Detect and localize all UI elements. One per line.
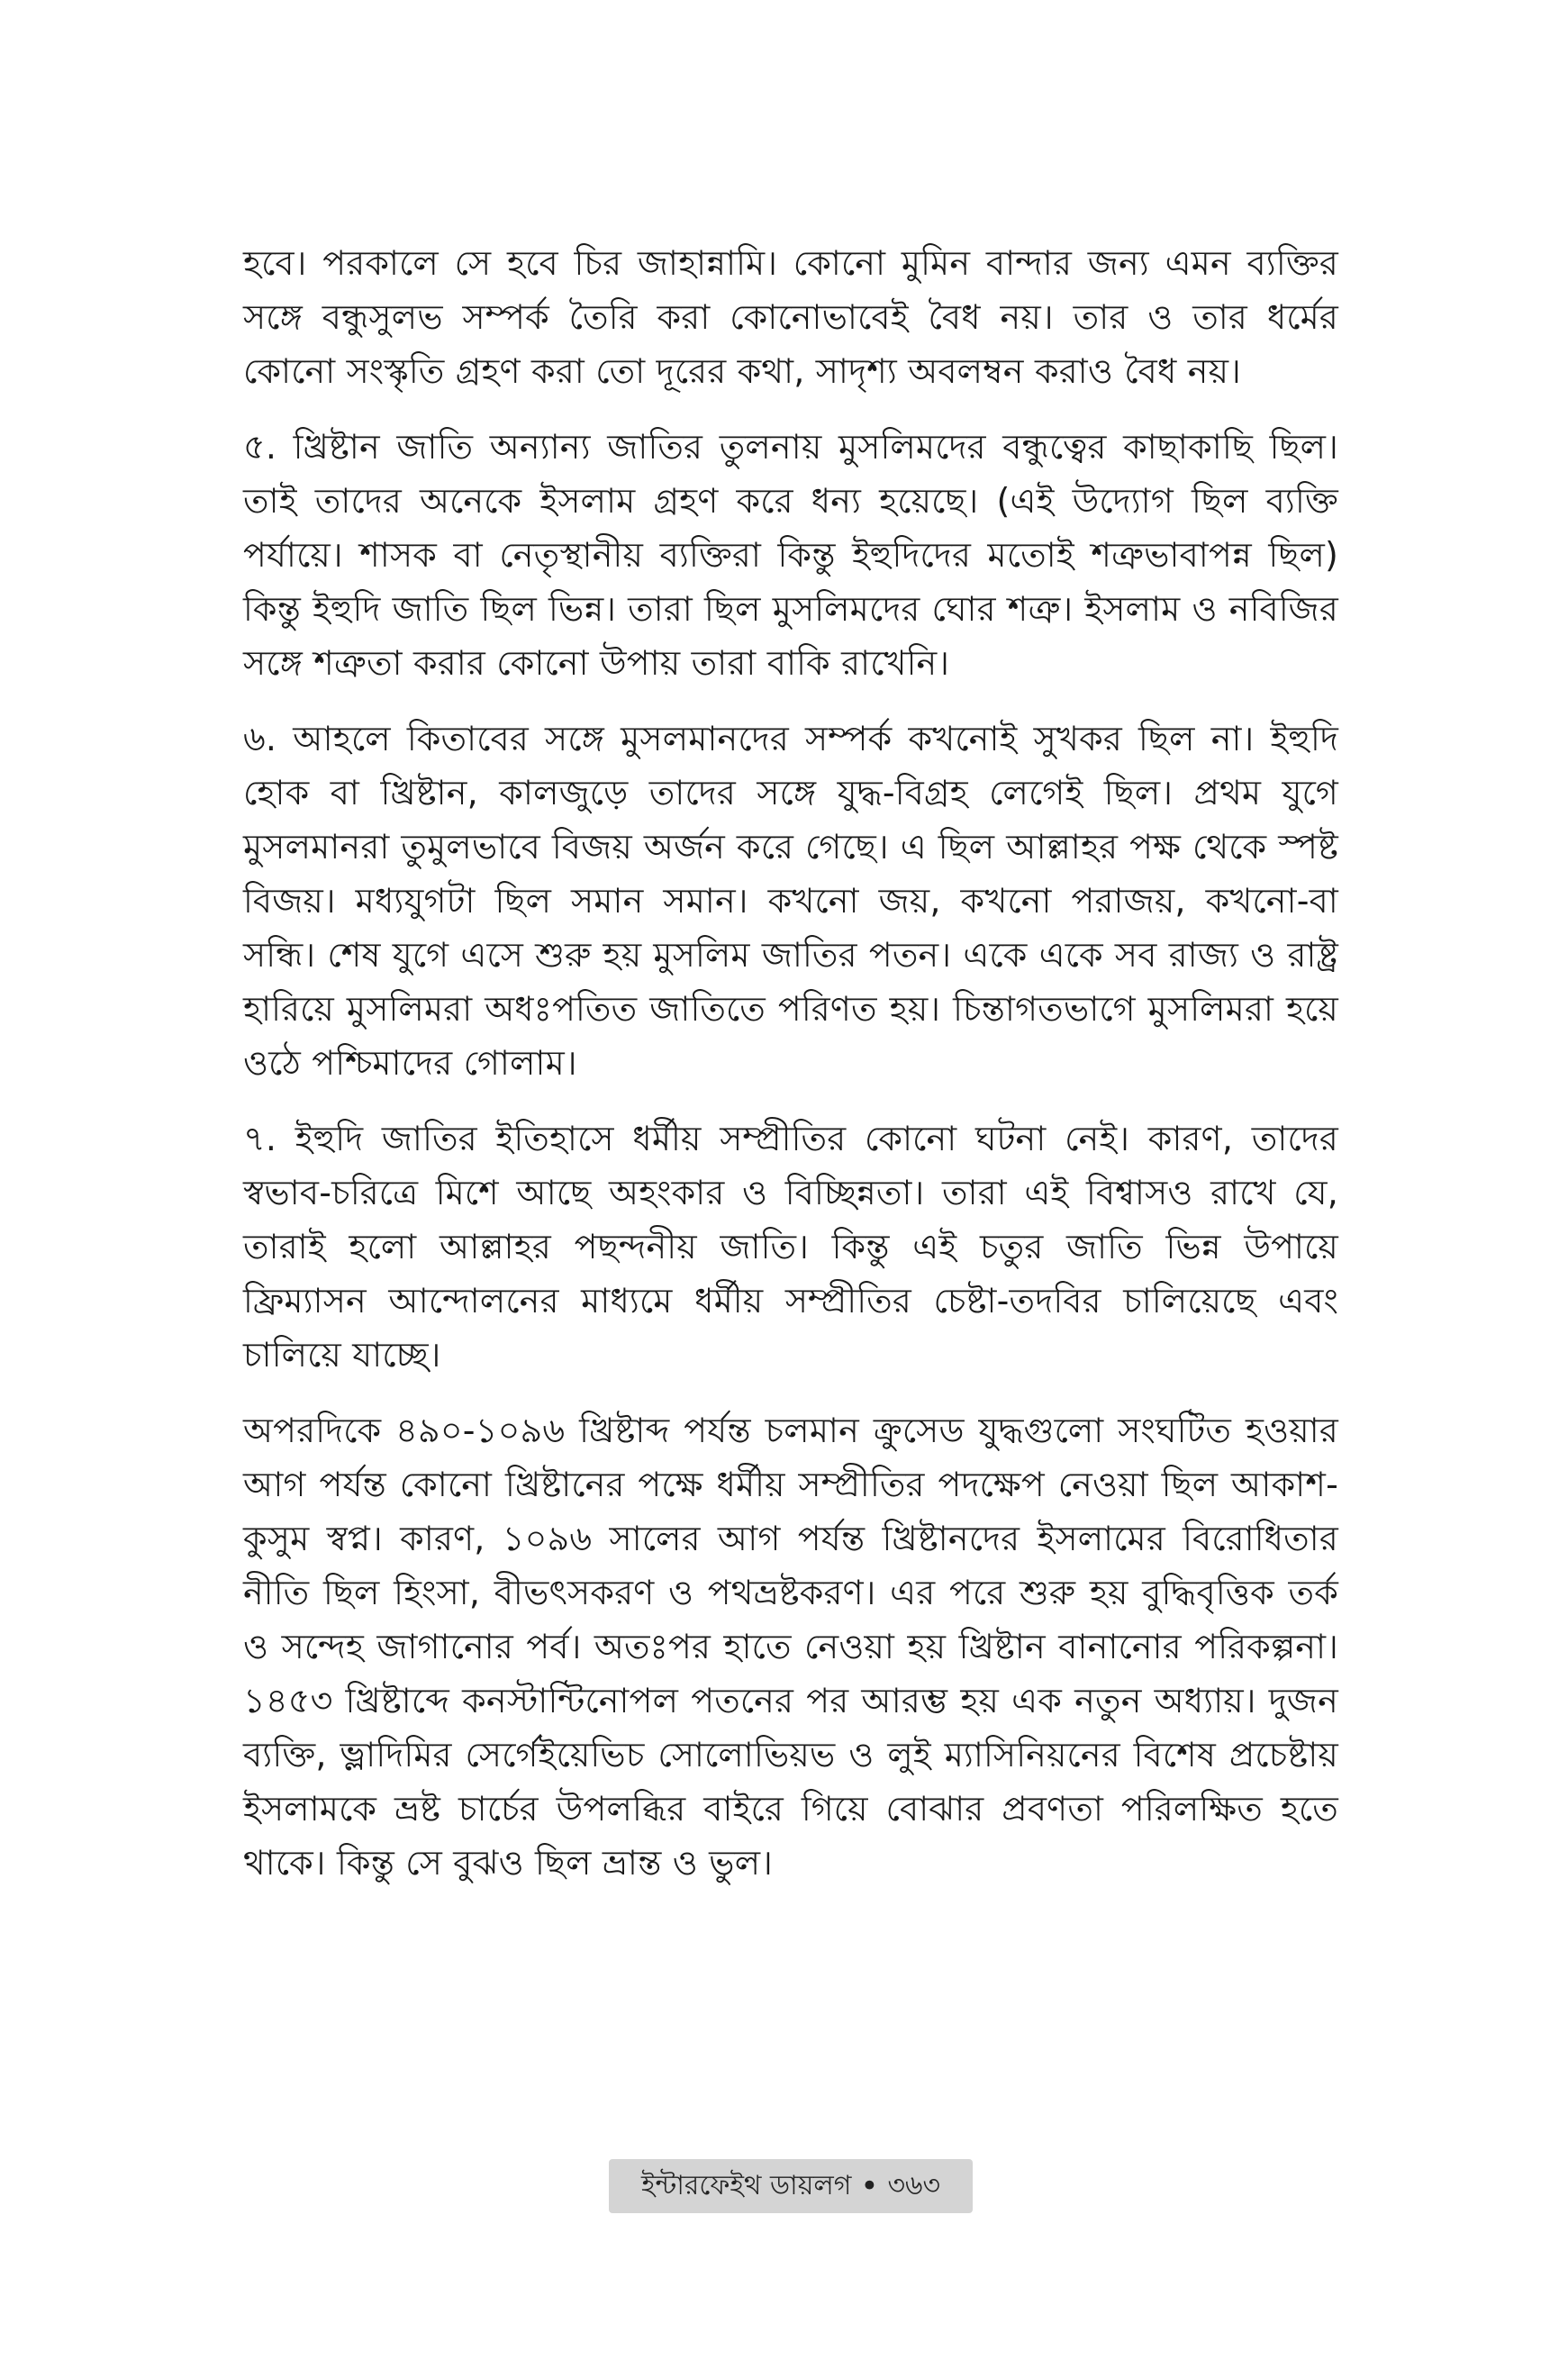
paragraph-crusades: অপরদিকে ৪৯০-১০৯৬ খ্রিষ্টাব্দ পর্যন্ত চলমান ক্রুসেড যুদ্ধগুলো সংঘটিত হওয়ার আগ পর্যন্ত কোনো খ্রিষ্টানের পক্ষে ধর্মীয় সম্প্রীতির পদক্ষেপ নেওয়া ছিল আকাশ-কুসুম স্বপ্ন। কারণ, ১০৯৬ সালের আগ পর্যন্ত খ্রিষ্টানদের ইসলামের বিরোধিতার নীতি ছিল হিংসা, বীভৎসকরণ ও পথভ্রষ্টকরণ। এর পরে শুরু হয় বুদ্ধিবৃত্তিক তর্ক ও সন্দেহ জাগানোর পর্ব। অতঃপর হাতে নেওয়া হয় খ্রিষ্টান বানানোর পরিকল্পনা। ১৪৫৩ খ্রিষ্টাব্দে কনস্টান্টিনোপল পতনের পর আরম্ভ হয় এক নতুন অধ্যায়। দুজন ব্যক্তি, ভ্লাদিমির সের্গেইয়েভিচ সোলোভিয়ভ ও লুই ম্যাসিনিয়নের বিশেষ প্রচেষ্টায় ইসলামকে ভ্রষ্ট চার্চের উপলব্ধির বাইরে গিয়ে বোঝার প্রবণতা পরিলক্ষিত হতে থাকে। কিন্তু সে বুঝও ছিল ভ্রান্ত ও ভুল। <box>243 1411 1338 1883</box>
paragraph-point-7: ৭. ইহুদি জাতির ইতিহাসে ধর্মীয় সম্প্রীতির কোনো ঘটনা নেই। কারণ, তাদের স্বভাব-চরিত্রে মিশে আছে অহংকার ও বিচ্ছিন্নতা। তারা এই বিশ্বাসও রাখে যে, তারাই হলো আল্লাহর পছন্দনীয় জাতি। কিন্তু এই চতুর জাতি ভিন্ন উপায়ে ফ্রিম্যাসন আন্দোলনের মাধ্যমে ধর্মীয় সম্প্রীতির চেষ্টা-তদবির চালিয়েছে এবং চালিয়ে যাচ্ছে। <box>243 1119 1338 1375</box>
page-body <box>243 236 1338 1911</box>
paragraph-continuation: হবে। পরকালে সে হবে চির জাহান্নামি। কোনো মুমিন বান্দার জন্য এমন ব্যক্তির সঙ্গে বন্ধুসুলভ সম্পর্ক তৈরি করা কোনোভাবেই বৈধ নয়। তার ও তার ধর্মের কোনো সংস্কৃতি গ্রহণ করা তো দূরের কথা, সাদৃশ্য অবলম্বন করাও বৈধ নয়। <box>243 243 1338 391</box>
footer-separator: • <box>860 2168 879 2204</box>
paragraph-point-6: ৬. আহলে কিতাবের সঙ্গে মুসলমানদের সম্পর্ক কখনোই সুখকর ছিল না। ইহুদি হোক বা খ্রিষ্টান, কালজুড়ে তাদের সঙ্গে যুদ্ধ-বিগ্রহ লেগেই ছিল। প্রথম যুগে মুসলমানরা তুমুলভাবে বিজয় অর্জন করে গেছে। এ ছিল আল্লাহর পক্ষ থেকে স্পষ্ট বিজয়। মধ্যযুগটা ছিল সমান সমান। কখনো জয়, কখনো পরাজয়, কখনো-বা সন্ধি। শেষ যুগে এসে শুরু হয় মুসলিম জাতির পতন। একে একে সব রাজ্য ও রাষ্ট্র হারিয়ে মুসলিমরা অধঃপতিত জাতিতে পরিণত হয়। চিন্তাগতভাগে মুসলিমরা হয়ে ওঠে পশ্চিমাদের গোলাম। <box>243 719 1338 1083</box>
footer-page-number: ৩৬৩ <box>887 2169 941 2201</box>
footer-book-title: ইন্টারফেইথ ডায়লগ <box>640 2169 852 2201</box>
paragraph-point-5: ৫. খ্রিষ্টান জাতি অন্যান্য জাতির তুলনায় মুসলিমদের বন্ধুত্বের কাছাকাছি ছিল। তাই তাদের অনেকে ইসলাম গ্রহণ করে ধন্য হয়েছে। (এই উদ্যোগ ছিল ব্যক্তি পর্যায়ে। শাসক বা নেতৃস্থানীয় ব্যক্তিরা কিন্তু ইহুদিদের মতোই শত্রুভাবাপন্ন ছিল) কিন্তু ইহুদি জাতি ছিল ভিন্ন। তারা ছিল মুসলিমদের ঘোর শত্রু। ইসলাম ও নবিজির সঙ্গে শত্রুতা করার কোনো উপায় তারা বাকি রাখেনি। <box>243 427 1338 683</box>
page-footer <box>609 2159 973 2213</box>
